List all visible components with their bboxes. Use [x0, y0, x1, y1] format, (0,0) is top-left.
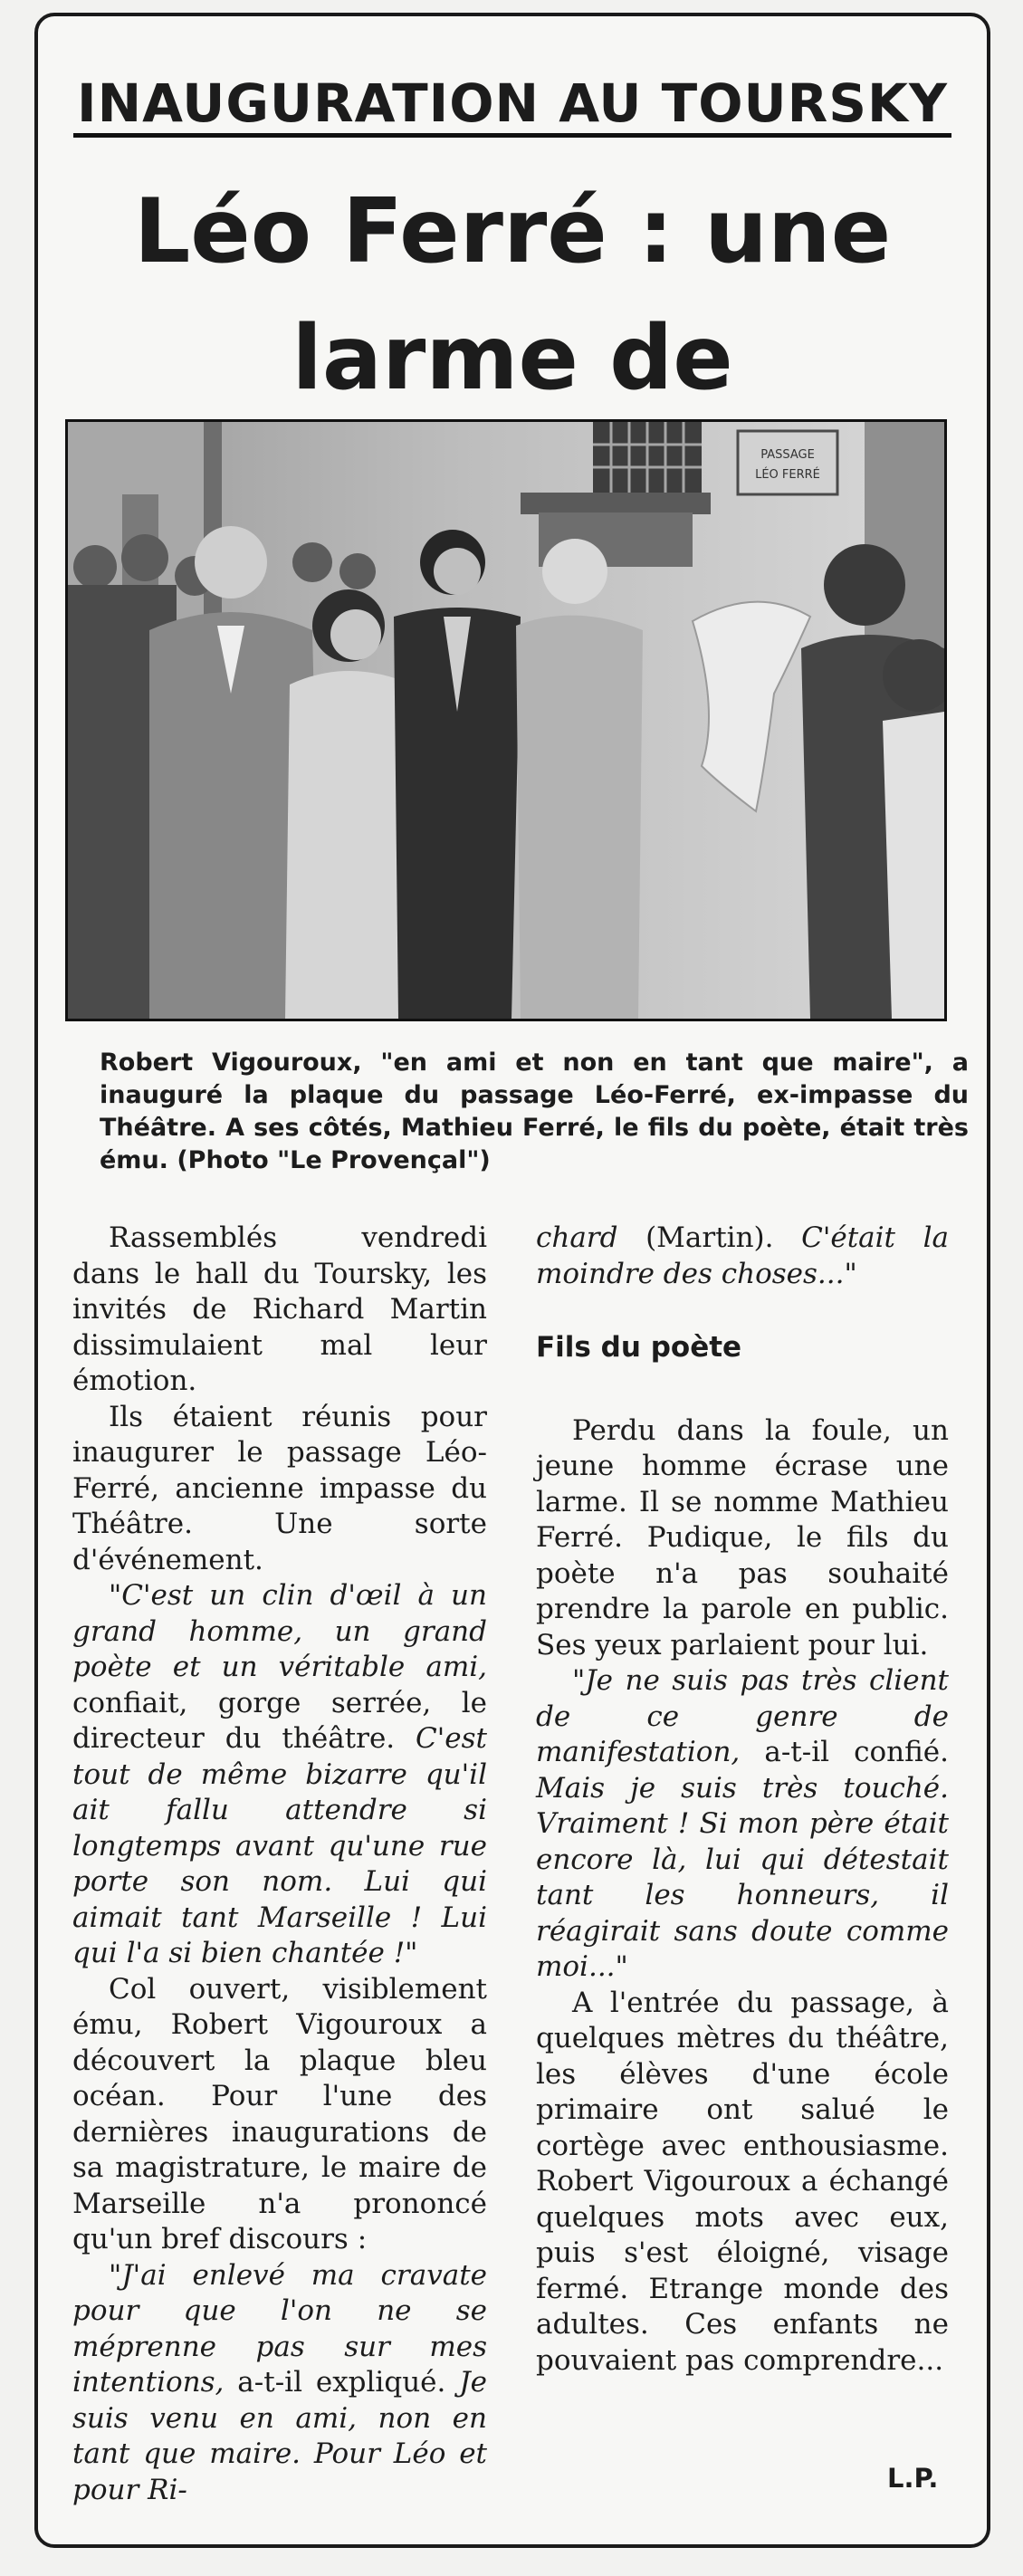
paragraph: Col ouvert, visiblement ému, Robert Vigouroux a découvert la plaque bleu océan. Pour l'une des dernières inaugurations de sa magistrature, le maire de Marseille n'a prononcé qu'un bref discours :	[72, 1972, 487, 2255]
photo-caption: Robert Vigouroux, "en ami et non en tant que maire", a inauguré la plaque du passage Léo-Ferré, ex-impasse du Théâtre. A ses côtés, Mathieu Ferré, le fils du poète, était très ému. (Photo "Le Provençal")	[100, 1049, 969, 1174]
quote-text: "C'est un clin d'œil à un grand homme, un grand poète et un véritable ami,	[72, 1579, 487, 1683]
quote-text: C'est tout de même bizarre qu'il ait fallu attendre si longtemps avant qu'une rue porte son nom. Lui qui aimait tant Marseille ! Lui qui l'a si bien chantée !"	[72, 1722, 487, 1969]
kicker-text: INAUGURATION AU TOURSKY	[73, 76, 951, 138]
kicker	[38, 72, 987, 138]
quote-text: Mais je suis très touché. Vraiment ! Si mon père était encore là, lui qui détestait tant les honneurs, il réagirait sans doute comme moi..."	[536, 1771, 949, 1983]
quote-paragraph	[72, 1578, 487, 1972]
quote-text: chard	[536, 1221, 618, 1254]
attribution-text: confiait, gorge serrée, le directeur du théâtre.	[72, 1686, 487, 1755]
attribution-text: a-t-il expliqué.	[224, 2366, 460, 2399]
photo-illustration	[68, 422, 944, 1019]
author-signature: L.P.	[887, 2463, 939, 2494]
headline-line-2: larme de	[292, 307, 733, 410]
street-plaque	[738, 431, 837, 494]
plaque-line-1: PASSAGE	[760, 448, 815, 462]
paragraph: Perdu dans la foule, un jeune homme écrase une larme. Il se nomme Mathieu Ferré. Pudique, le fils du poète n'a pas souhaité prendre la parole en public. Ses yeux parlaient pour lui.	[536, 1413, 949, 1661]
attribution-text: (Martin).	[617, 1221, 802, 1254]
paragraph: Ils étaient réunis pour inaugurer le passage Léo-Ferré, ancienne impasse du Théâtre. Une sorte d'événement.	[72, 1400, 487, 1576]
photo	[65, 419, 947, 1021]
paragraph: Rassemblés vendredi dans le hall du Toursky, les invités de Richard Martin dissimulaient mal leur émotion.	[72, 1221, 487, 1397]
quote-text: Je suis venu en ami, non en tant que maire. Pour Léo et pour Ri-	[72, 2366, 487, 2506]
headline-line-1: Léo Ferré : une	[133, 180, 892, 283]
attribution-text: a-t-il confié.	[740, 1736, 949, 1768]
quote-paragraph	[72, 2258, 487, 2509]
subheading: Fils du poète	[536, 1331, 742, 1364]
quote-paragraph	[536, 1221, 949, 1292]
quote-text: "J'ai enlevé ma cravate pour que l'on ne se méprenne pas sur mes intentions,	[72, 2258, 487, 2399]
quote-paragraph	[536, 1663, 949, 1986]
paragraph: A l'entrée du passage, à quelques mètres du théâtre, les élèves d'une école primaire ont salué le cortège avec enthousiasme. Robert Vigouroux a échangé quelques mots avec eux, puis s'est éloigné, visage fermé. Etrange monde des adultes. Ces enfants ne pouvaient pas comprendre...	[536, 1986, 949, 2377]
article-right-column	[536, 1221, 949, 2379]
article-left-column	[72, 1221, 487, 2508]
quote-text: "Je ne suis pas très client de ce genre de manifestation,	[536, 1664, 949, 1768]
quote-text: C'était la moindre des choses..."	[536, 1221, 949, 1290]
plaque-line-2: LÉO FERRÉ	[755, 468, 820, 482]
